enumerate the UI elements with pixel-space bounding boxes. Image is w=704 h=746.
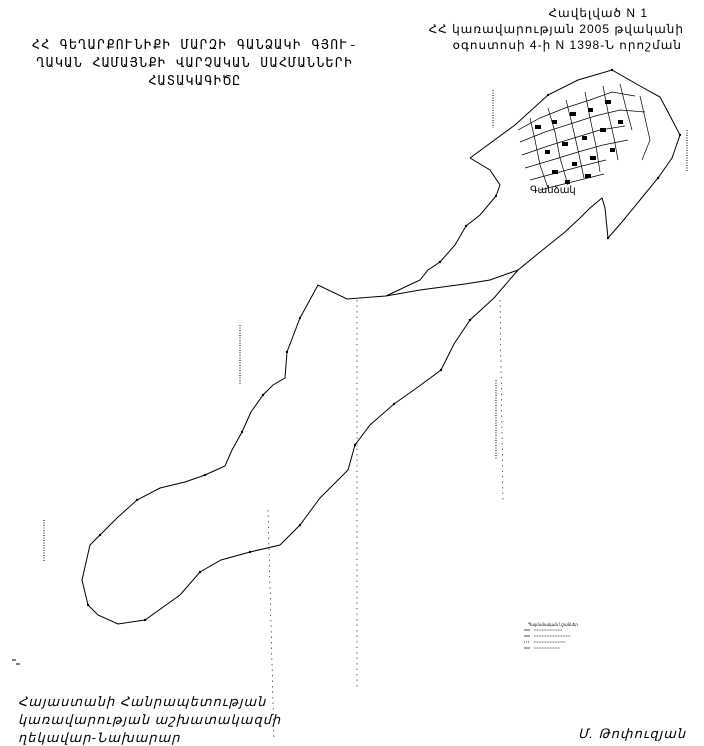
signatory-name: Մ. Թոփուզյան — [578, 726, 687, 741]
map-title-line-3: ՀԱՏԱԿԱԳԻԾԸ — [148, 74, 242, 89]
signature-line-3: ղեկավար-Նախարար — [18, 730, 181, 745]
community-boundary-north — [386, 158, 500, 296]
annex-decree-line-1: ՀՀ կառավարության 2005 թվականի — [428, 22, 684, 36]
map-title-line-2: ՂԱԿԱՆ ՀԱՄԱՅՆՔԻ ՎԱՐՉԱԿԱՆ ՍԱՀՄԱՆՆԵՐԻ — [36, 56, 354, 71]
annex-number: Հավելված N 1 — [548, 6, 648, 20]
map-legend — [524, 630, 570, 648]
map-marginal-labels — [44, 90, 687, 562]
map-title-line-1: ՀՀ ԳԵՂԱՐՔՈՒՆԻՔԻ ՄԱՐԶԻ ԳԱՆՁԱԿԻ ԳՅՈՒ- — [31, 38, 359, 53]
community-boundary — [82, 70, 680, 624]
legend-title: Պայմանական նշաններ — [528, 622, 578, 627]
annex-decree-line-2: օգոստոսի 4-ի N 1398-Ն որոշման — [452, 38, 682, 52]
signature-line-2: կառավարության աշխատակազմի — [18, 712, 282, 727]
scale-mark — [12, 660, 20, 664]
boundary-vertex-marks — [87, 69, 681, 621]
settlement-label: Գանձակ — [530, 185, 576, 196]
signature-line-1: Հայաստանի Հանրապետության — [18, 694, 267, 709]
